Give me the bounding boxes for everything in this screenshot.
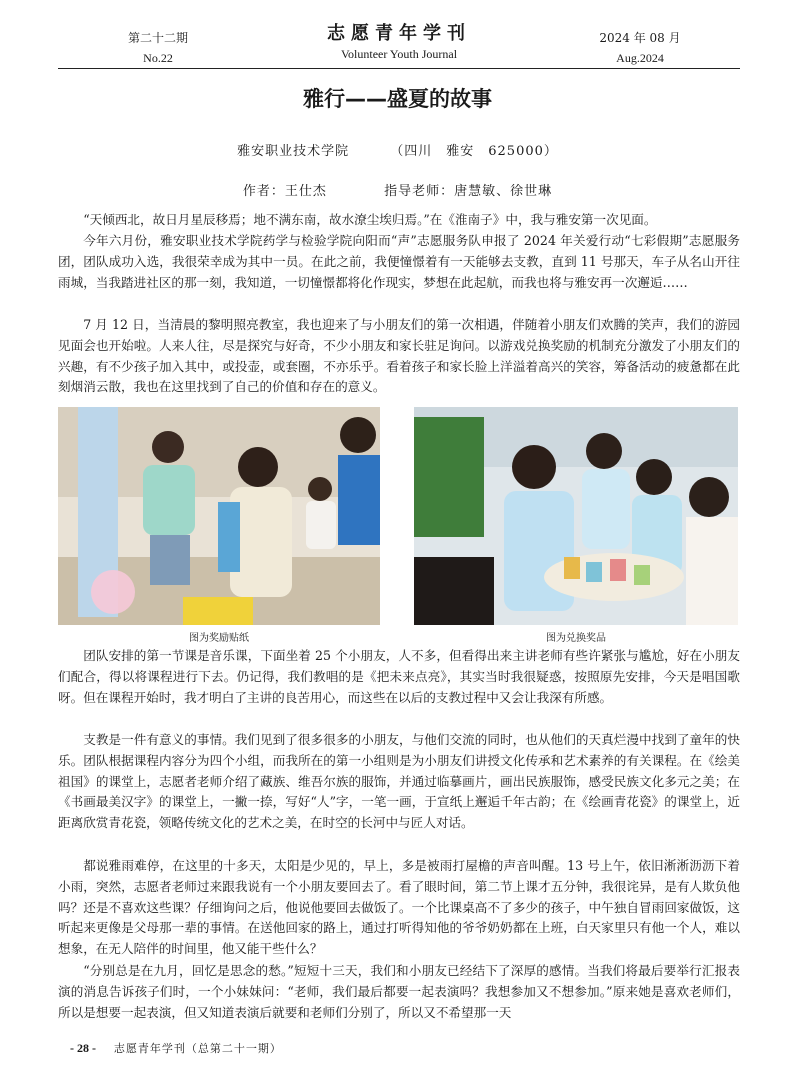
body-paragraph: “天倾西北，故日月星辰移焉；地不满东南，故水潦尘埃归焉。”在《淮南子》中，我与雅安第一次见面。 xyxy=(83,212,657,227)
photo-prize-exchange xyxy=(414,407,738,625)
body-paragraph: 7 月 12 日，当清晨的黎明照亮教室，我也迎来了与小朋友们的第一次相遇，伴随着小朋友们欢腾的笑声，我们的游园见面会也开始啦。人来人往，尽是探究与好奇，不少小朋友和家长驻足询问。以游戏兑换奖励的机制充分激发了小朋友们的兴趣，有不少孩子加入其中，或投壶，或套圈，不亦乐乎。看着孩子和家长脸上洋溢着高兴的笑容，筹备活动的疲惫都在此刻烟消云散，我也在这里找到了自己的价值和存在的意义。 xyxy=(58,317,740,395)
advisor: 指导老师：唐慧敏、徐世琳 xyxy=(384,184,553,199)
journal-title-cn: 志愿青年学刊 xyxy=(327,23,471,44)
author-line xyxy=(0,180,795,199)
journal-masthead xyxy=(278,22,520,62)
page-number: - 28 - xyxy=(70,1041,96,1055)
issue-block xyxy=(98,28,218,68)
figure-caption: 图为奖励贴纸 xyxy=(189,633,249,644)
issue-date-en: Aug.2024 xyxy=(616,51,664,65)
author: 作者：王仕杰 xyxy=(242,184,327,199)
journal-header xyxy=(58,22,740,68)
figure-caption: 图为兑换奖品 xyxy=(546,633,606,644)
body-paragraph: 支教是一件有意义的事情。我们见到了很多很多的小朋友，与他们交流的同时，也从他们的天真烂漫中找到了童年的快乐。团队根据课程内容分为四个小组，而我所在的第一小组则是为小朋友们讲授文化传承和艺术素养的有关课程。在《绘美祖国》的课堂上，志愿者老师介绍了藏族、维吾尔族的服饰，并通过临摹画片，画出民族服饰，感受民族文化多元之美；在《书画最美汉字》的课堂上，一撇一捺，写好“人”字，一笔一画，于宣纸上邂逅千年古韵；在《绘画青花瓷》的课堂上，近距离欣赏青花瓷，领略传统文化的艺术之美，在时空的长河中与匠人对话。 xyxy=(58,732,740,831)
date-block xyxy=(580,28,700,68)
article-title: 雅行——盛夏的故事 xyxy=(303,87,492,111)
issue-date-cn: 2024 年 08 月 xyxy=(599,31,681,45)
institution: 雅安职业技术学院 xyxy=(237,144,350,159)
body-paragraph: “分别总是在九月，回忆是思念的愁。”短短十三天，我们和小朋友已经结下了深厚的感情。当我们将最后要举行汇报表演的消息告诉孩子们时，一个小妹妹问：“老师，我们最后都要一起表演吗？我想参加又不想参加。”原来她是喜欢老师们，所以是想要一起表演，但又知道表演后就要和老师们分别了，所以又不希望那一天 xyxy=(58,963,740,1020)
body-paragraph: 团队安排的第一节课是音乐课，下面坐着 25 个小朋友，人不多，但看得出来主讲老师有些许紧张与尴尬，好在小朋友们配合，得以将课程进行下去。仍记得，我们教唱的是《把未来点亮》，其实当时我很疑惑，按照原先安排，今天是唱国歌呀。但在课程开始时，我才明白了主讲的良苦用心，而这些在以后的支教过程中又会让我深有所感。 xyxy=(58,648,740,705)
body-paragraph: 都说雅雨难停，在这里的十多天，太阳是少见的，早上，多是被雨打屋檐的声音叫醒。13 号上午，依旧淅淅沥沥下着小雨，突然，志愿者老师过来跟我说有一个小朋友要回去了。看了眼时间，第二节上课才五分钟，我很诧异，是有人欺负他吗？还是不喜欢这些课？仔细询问之后，他说他要回去做饭了。一个比课桌高不了多少的孩子，中午独自冒雨回家做饭，这听起来更像是父母那一辈的事情。在送他回家的路上，通过打听得知他的爷爷奶奶都在上班，白天家里只有他一个人，难以想象，在无人陪伴的时间里，他又能干些什么？ xyxy=(58,858,740,957)
photo-reward-stickers xyxy=(58,407,380,625)
location: （四川 雅安 625000） xyxy=(390,144,558,159)
affiliation-line xyxy=(0,140,795,159)
journal-title-en: Volunteer Youth Journal xyxy=(340,47,458,61)
body-paragraph: 今年六月份，雅安职业技术学院药学与检验学院向阳而“声”志愿服务队申报了 2024 年关爱行动“七彩假期”志愿服务团，团队成功入选，我很荣幸成为其中一员。在此之前，我便憧憬着有一天能够去支教，直到 11 号那天，车子从名山开往雨城，当我踏进社区的那一刻，我知道，一切憧憬都将化作现实，梦想在此起航，而我也将与雅安再一次邂逅…… xyxy=(58,233,740,290)
footer-journal: 志愿青年学刊（总第二十一期） xyxy=(113,1042,282,1055)
issue-number-cn: 第二十二期 xyxy=(127,31,188,45)
issue-number-en: No.22 xyxy=(143,51,173,65)
page-footer xyxy=(70,1040,282,1056)
header-rule xyxy=(58,68,740,69)
